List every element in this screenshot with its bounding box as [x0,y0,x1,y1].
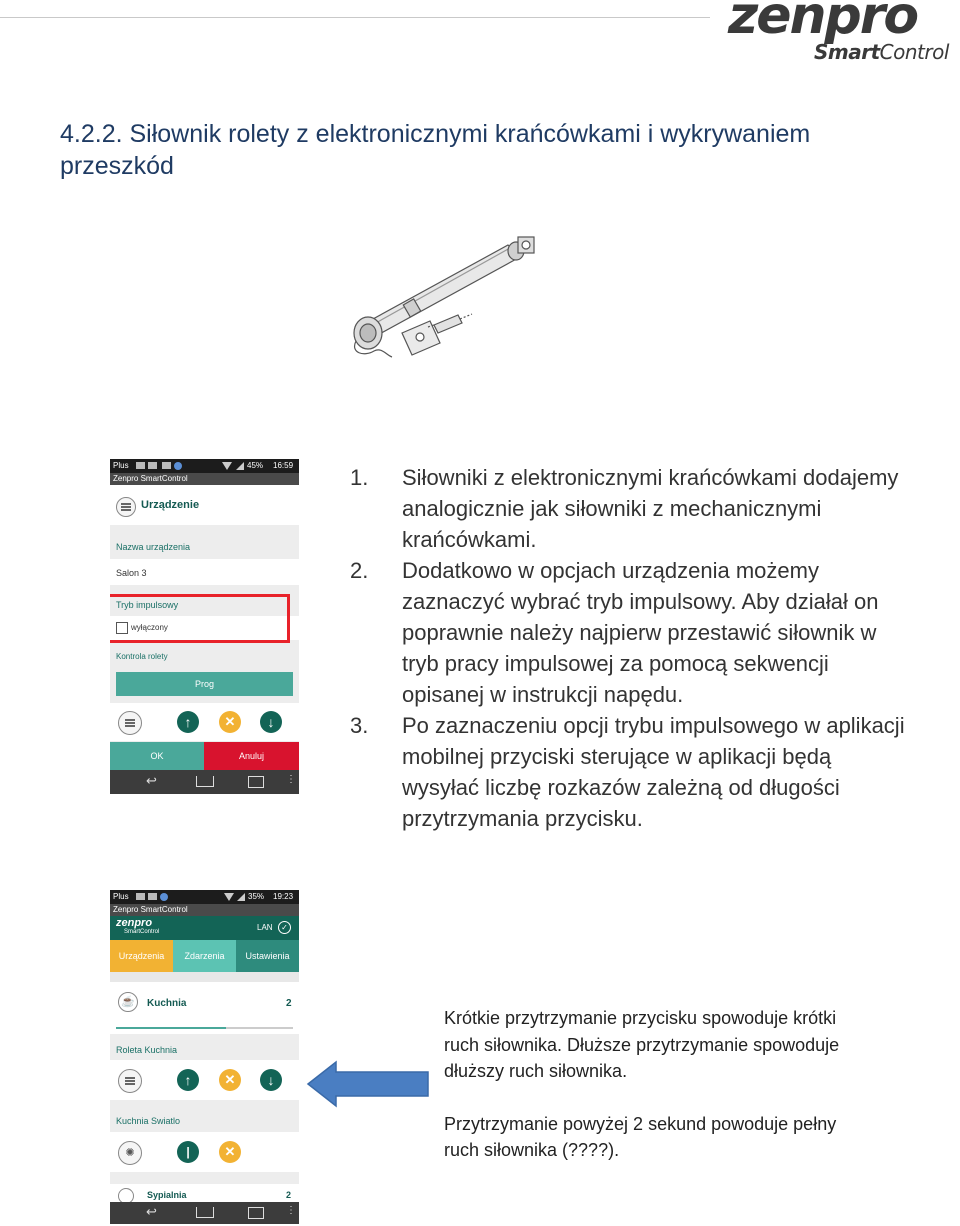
app-title-bar: Zenpro SmartControl [110,904,299,916]
check-circle-icon: ✓ [278,921,291,934]
clock: 19:23 [273,892,294,901]
header-divider [0,17,710,18]
impulse-mode-value: wyłączony [131,623,168,632]
menu-lines-icon[interactable] [118,1069,142,1093]
list-item [350,555,910,710]
menu-lines-icon [116,497,136,517]
cancel-button[interactable]: Anuluj [204,742,299,770]
phone-screenshot-device-list [110,890,299,1224]
highlight-frame [110,594,290,643]
power-on-icon[interactable]: | [177,1141,199,1163]
logo-subtitle: SmartControl [814,40,949,64]
prog-button[interactable]: Prog [116,672,293,696]
wifi-icon [222,462,232,470]
tab-settings[interactable]: Ustawienia [236,940,299,972]
list-text: Dodatkowo w opcjach urządzenia możemy zaznaczyć wybrać tryb impulsowy. Aby działał on poprawnie należy najpierw przestawić siłownik w tryb pracy impulsowej za pomocą sekwencji opisanej w instrukcji napędu. [402,558,879,707]
tab-events[interactable]: Zdarzenia [173,940,236,972]
list-number: 1. [350,465,369,490]
signal-icon [236,462,244,470]
notification-icon [136,462,145,469]
stop-x-icon[interactable]: ✕ [219,1069,241,1091]
list-item [350,462,910,555]
status-bar [110,890,299,904]
zenpro-logo [722,0,960,68]
spacer [110,972,299,982]
app-logo-sub: SmartControl [124,929,160,935]
android-nav-bar [110,1202,299,1224]
wifi-icon [224,893,234,901]
list-number: 2. [350,558,369,583]
shutter-controls [110,703,299,741]
note-paragraph: Krótkie przytrzymanie przycisku spowoduje krótki ruch siłownika. Dłuższe przytrzymanie spowoduje dłuższy ruch siłownika. [444,1008,840,1081]
overflow-menu-icon[interactable]: ⋮ [286,1205,296,1216]
name-value: Salon 3 [116,568,147,578]
stop-x-icon[interactable]: ✕ [219,711,241,733]
instructions-list [350,462,910,834]
note-paragraph: Przytrzymanie powyżej 2 sekund powoduje pełny ruch siłownika (????). [444,1113,837,1160]
list-text: Siłowniki z elektronicznymi krańcówkami dodajemy analogicznie jak siłowniki z mechanicznymi krańcówkami. [402,465,899,552]
back-icon[interactable]: ↩ [146,1204,157,1219]
name-label: Nazwa urządzenia [116,542,191,552]
globe-icon [160,893,168,901]
connection-label: LAN [257,923,273,932]
section-title: 4.2.2. Siłownik rolety z elektronicznymi krańcówkami i wykrywaniem przeszkód [60,120,811,180]
overflow-menu-icon[interactable]: ⋮ [286,774,296,785]
status-bar [110,459,299,473]
down-arrow-icon[interactable]: ↓ [260,1069,282,1091]
stop-x-icon[interactable]: ✕ [219,1141,241,1163]
battery-level: 35% [248,892,265,901]
room-name: Sypialnia [147,1190,187,1200]
left-arrow-icon [306,1060,430,1108]
lightbulb-icon: ✺ [118,1141,142,1165]
app-logo: zenpro [116,917,153,929]
home-icon[interactable] [196,1207,214,1218]
next-room-header[interactable] [110,1184,299,1204]
carrier-label: Plus [113,892,129,901]
coffee-cup-icon: ☕ [118,992,138,1012]
mail-icon [148,462,157,469]
image-icon [162,462,171,469]
list-number: 3. [350,713,369,738]
clock: 16:59 [273,461,294,470]
recent-apps-icon[interactable] [248,1207,264,1219]
android-nav-bar [110,770,299,794]
room-device-count: 2 [286,1190,292,1200]
name-field[interactable] [110,559,299,585]
screen-title: Urządzenie [141,499,200,511]
image-icon [136,893,145,900]
divider-accent [116,1027,226,1029]
list-item [350,710,910,834]
shutter-control-label: Kontrola rolety [116,652,168,661]
signal-icon [237,893,245,901]
note-text [444,1005,864,1164]
carrier-label: Plus [113,461,129,470]
battery-level: 45% [247,461,264,470]
recent-apps-icon[interactable] [248,776,264,788]
home-icon[interactable] [196,776,214,787]
globe-icon [174,462,182,470]
room-device-count: 2 [286,998,292,1009]
screen-header [110,485,299,525]
device-name-light: Kuchnia Swiatlo [116,1116,181,1126]
menu-lines-icon[interactable] [118,711,142,735]
up-arrow-icon[interactable]: ↑ [177,1069,199,1091]
logo-wordmark: zenpro [728,0,918,46]
phone-screenshot-device-settings [110,459,299,794]
notification-icon [148,893,157,900]
ok-button[interactable]: OK [110,742,204,770]
back-icon[interactable]: ↩ [146,773,157,788]
room-header[interactable] [110,982,299,1034]
room-name: Kuchnia [147,998,187,1009]
app-header [110,916,299,940]
list-text: Po zaznaczeniu opcji trybu impulsowego w aplikacji mobilnej przyciski sterujące w aplikacji będą wysyłać liczbę rozkazów zależną od długości przytrzymania przycisku. [402,713,905,831]
device-name-roller: Roleta Kuchnia [116,1045,178,1055]
app-title-bar: Zenpro SmartControl [110,473,299,485]
light-controls [110,1132,299,1172]
impulse-mode-label: Tryb impulsowy [116,600,179,610]
down-arrow-icon[interactable]: ↓ [260,711,282,733]
up-arrow-icon[interactable]: ↑ [177,711,199,733]
tab-devices[interactable]: Urządzenia [110,940,173,972]
roller-controls [110,1060,299,1100]
roller-motor-illustration [330,225,560,375]
